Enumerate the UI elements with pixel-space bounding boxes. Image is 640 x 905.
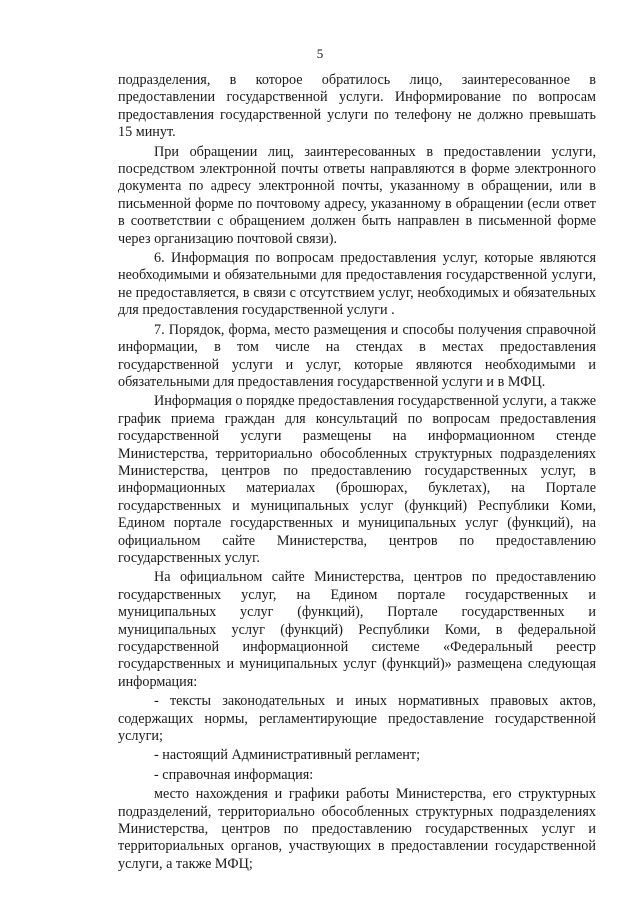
page-number: 5 — [316, 46, 324, 61]
paragraph-3: 6. Информация по вопросам предоставления услуг, которые являются необходимыми и обязательными для предоставления государственной услуги, не предоставляется, в связи с отсутствием услуг, необходимых и обязательных для предоставления государственной услуги . — [118, 250, 596, 319]
paragraph-4: 7. Порядок, форма, место размещения и способы получения справочной информации, в том числе на стендах в местах предоставления государственной услуги и услуг, которые являются необходимыми и обязательными для предоставления государственной услуги и в МФЦ. — [118, 321, 596, 390]
paragraph-6: На официальном сайте Министерства, центров по предоставлению государственных услуг, на Едином портале государственных и муниципальных услуг (функций), Портале государственных и муниципальных услуг (функций) Республики Коми, в федеральной государственной информационной системе «Федеральный реестр государственных и муниципальных услуг (функций)» размещена следующая информация: — [118, 569, 596, 690]
document-body — [118, 72, 596, 875]
paragraph-2: При обращении лиц, заинтересованных в предоставлении услуги, посредством электронной почты ответы направляются в форме электронного документа по адресу электронной почты, указанному в обращении, или в письменной форме по почтовому адресу, указанному в обращении (если ответ в соответствии с обращением должен быть направлен в письменной форме через организацию почтовой связи). — [118, 143, 596, 247]
paragraph-5: Информация о порядке предоставления государственной услуги, а также график приема граждан для консультаций по вопросам предоставления государственной услуги размещены на информационном стенде Министерства, территориально обособленных структурных подразделениях Министерства, центров по предоставлению государственных услуг, в информационных материалах (брошюрах, буклетах), на Портале государственных и муниципальных услуг (функций) Республики Коми, Едином портале государственных и муниципальных услуг (функций), на официальном сайте Министерства, центров по предоставлению государственных услуг. — [118, 393, 596, 566]
paragraph-9: - справочная информация: — [154, 766, 314, 783]
paragraph-8: - настоящий Административный регламент; — [154, 747, 421, 764]
paragraph-10: место нахождения и графики работы Министерства, его структурных подразделений, территориально обособленных структурных подразделениях Министерства, центров по предоставлению государственных услуг и территориальных органов, участвующих в предоставлении государственной услуги, а также МФЦ; — [118, 786, 596, 872]
paragraph-7: - тексты законодательных и иных нормативных правовых актов, содержащих нормы, регламентирующие предоставление государственной услуги; — [118, 693, 596, 745]
paragraph-1: подразделения, в которое обратилось лицо, заинтересованное в предоставлении государственной услуги. Информирование по вопросам предоставления государственной услуги по телефону не должно превышать 15 минут. — [118, 72, 596, 141]
